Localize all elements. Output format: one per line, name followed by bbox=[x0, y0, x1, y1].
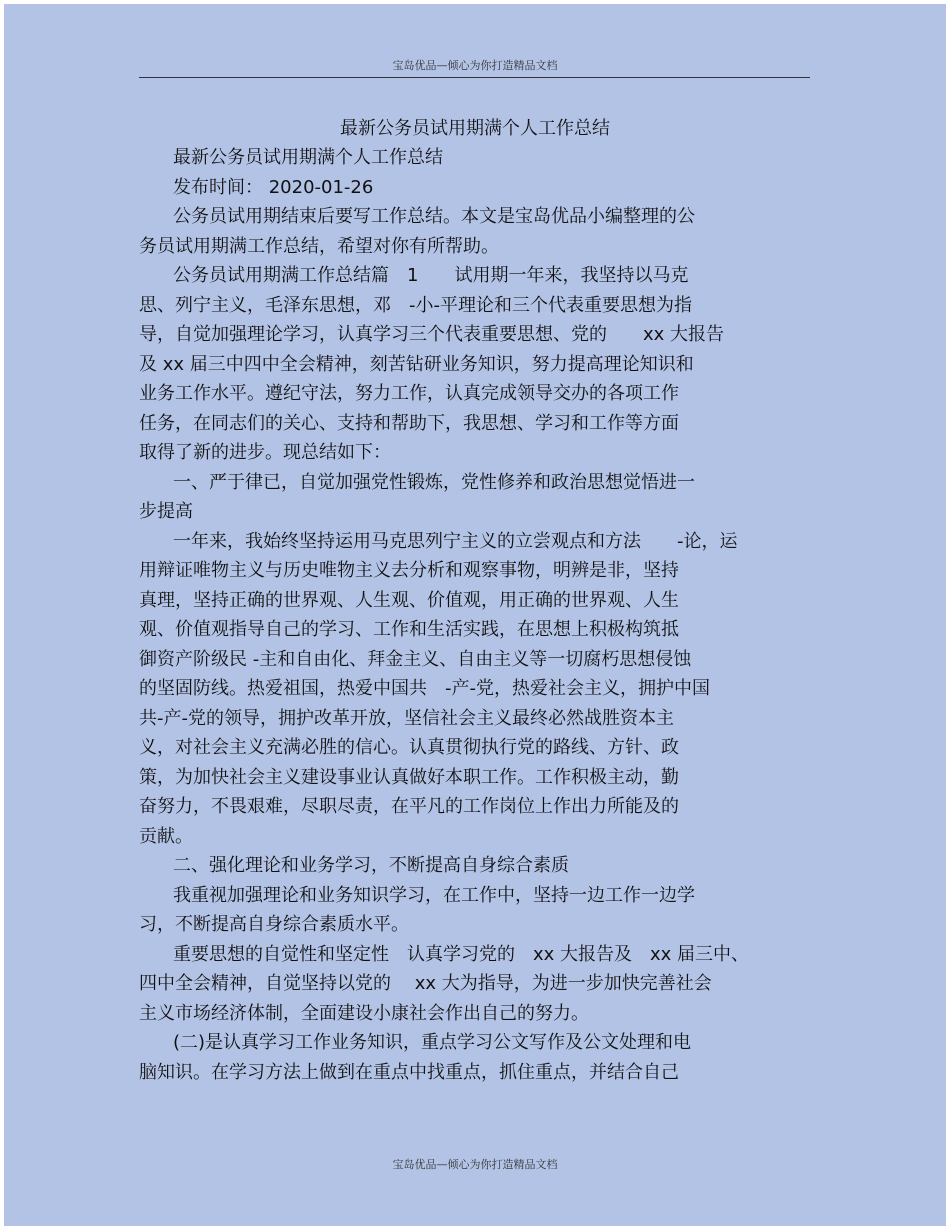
page-header: 宝岛优品—倾心为你打造精品文档 bbox=[392, 59, 558, 72]
text-line: 重要思想的自觉性和坚定性 认真学习党的 xx 大报告及 xx 届三中、 bbox=[173, 943, 750, 965]
text-line: 习，不断提高自身综合素质水平。 bbox=[139, 914, 409, 935]
text-line: 御资产阶级民 -主和自由化、拜金主义、自由主义等一切腐朽思想侵蚀 bbox=[139, 648, 692, 670]
text-line: 一年来，我始终坚持运用马克思列宁主义的立尝观点和方法 -论，运 bbox=[173, 530, 738, 552]
text-line: 的坚固防线。热爱祖国，热爱中国共 -产-党，热爱社会主义，拥护中国 bbox=[139, 678, 710, 699]
text-line: 奋努力，不畏艰难，尽职尽责，在平凡的工作岗位上作出力所能及的 bbox=[139, 796, 679, 817]
document-title: 最新公务员试用期满个人工作总结 bbox=[340, 118, 610, 139]
text-line: 发布时间： 2020-01-26 bbox=[173, 176, 374, 198]
text-line: 务员试用期满工作总结，希望对你有所帮助。 bbox=[139, 235, 499, 257]
text-line: 公务员试用期结束后要写工作总结。本文是宝岛优品小编整理的公 bbox=[173, 206, 695, 227]
text-line: 共-产-党的领导，拥护改革开放，坚信社会主义最终必然战胜资本主 bbox=[139, 707, 674, 729]
text-line: 贡献。 bbox=[139, 825, 193, 847]
text-line: 任务，在同志们的关心、支持和帮助下，我思想、学习和工作等方面 bbox=[139, 412, 679, 434]
text-line: 二、强化理论和业务学习，不断提高自身综合素质 bbox=[173, 855, 569, 876]
text-line: 导，自觉加强理论学习，认真学习三个代表重要思想、党的 xx 大报告 bbox=[139, 324, 725, 345]
text-line: (二)是认真学习工作业务知识，重点学习公文写作及公文处理和电 bbox=[173, 1032, 692, 1053]
text-line: 我重视加强理论和业务知识学习，在工作中，坚持一边工作一边学 bbox=[173, 884, 695, 906]
text-line: 一、严于律已，自觉加强党性锻炼，党性修养和政治思想觉悟进一 bbox=[173, 471, 695, 493]
text-line: 公务员试用期满工作总结篇 1 试用期一年来，我坚持以马克 bbox=[173, 265, 689, 286]
text-line: 策，为加快社会主义建设事业认真做好本职工作。工作积极主动，勤 bbox=[139, 766, 679, 788]
text-line: 及 xx 届三中四中全会精神，刻苦钻研业务知识，努力提高理论知识和 bbox=[139, 353, 694, 375]
text-line: 用辩证唯物主义与历史唯物主义去分析和观察事物，明辨是非，坚持 bbox=[139, 560, 679, 581]
text-line: 脑知识。在学习方法上做到在重点中找重点，抓住重点，并结合自己 bbox=[139, 1061, 679, 1083]
text-line: 四中全会精神，自觉坚持以党的 xx 大为指导，为进一步加快完善社会 bbox=[139, 973, 712, 994]
text-line: 步提高 bbox=[139, 501, 193, 522]
document-body bbox=[139, 143, 829, 1087]
text-line: 取得了新的进步。现总结如下： bbox=[139, 442, 391, 463]
text-line: 思、列宁主义，毛泽东思想，邓 -小-平理论和三个代表重要思想为指 bbox=[139, 294, 692, 316]
text-line: 最新公务员试用期满个人工作总结 bbox=[173, 147, 443, 168]
page-footer: 宝岛优品—倾心为你打造精品文档 bbox=[392, 1158, 558, 1171]
text-line: 观、价值观指导自己的学习、工作和生活实践，在思想上积极构筑抵 bbox=[139, 619, 679, 640]
text-line: 义，对社会主义充满必胜的信心。认真贯彻执行党的路线、方针、政 bbox=[139, 737, 679, 758]
text-line: 业务工作水平。遵纪守法，努力工作，认真完成领导交办的各项工作 bbox=[139, 383, 679, 404]
text-line: 主义市场经济体制，全面建设小康社会作出自己的努力。 bbox=[139, 1002, 589, 1024]
header-divider bbox=[139, 77, 810, 78]
text-line: 真理，坚持正确的世界观、人生观、价值观，用正确的世界观、人生 bbox=[139, 589, 679, 611]
